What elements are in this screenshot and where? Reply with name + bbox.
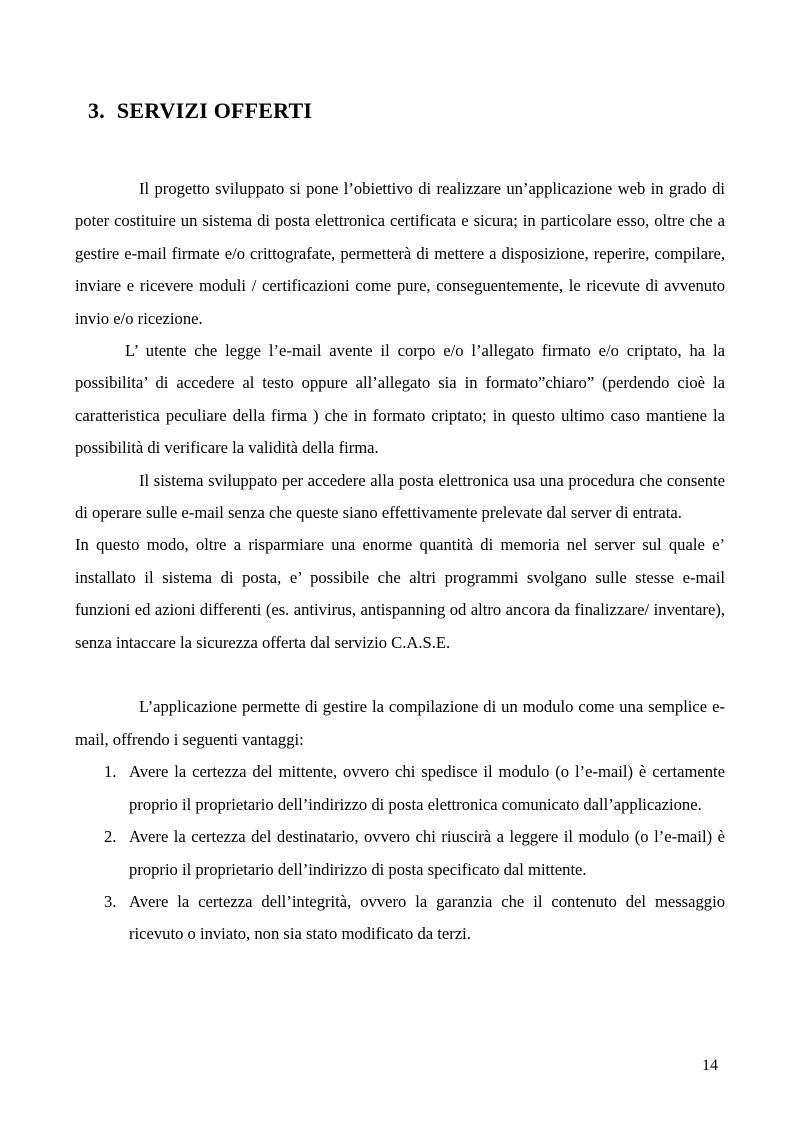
list-item-number: 2. [104,827,117,847]
list-item-number: 1. [104,762,117,782]
paragraph-intro: Il progetto sviluppato si pone l’obiettivo di realizzare un’applicazione web in grado di poter costituire un sistema di posta elettronica certificata e sicura; in particolare esso, oltre che a gestire e-mail firmate e/o crittografate, permetterà di mettere a disposizione, reperire, compilare, inviare e ricevere moduli / certificazioni come pure, conseguentemente, le ricevute di avvenuto invio e/o ricezione. [75,179,725,328]
paragraph-user-access: L’ utente che legge l’e-mail avente il corpo e/o l’allegato firmato e/o criptato, ha la possibilita’ di accedere al testo oppure all’allegato sia in formato”chiaro” (perdendo cioè la caratteristica peculiare della firma ) che in formato criptato; in questo ultimo caso mantiene la possibilità di verificare la validità della firma. [75,341,725,458]
section-heading [88,98,312,124]
paragraph-system-procedure: Il sistema sviluppato per accedere alla posta elettronica usa una procedura che consente di operare sulle e-mail senza che queste siano effettivamente prelevate dal server di entrata. [75,470,725,523]
page-number: 14 [702,1057,718,1074]
list-item-text: Avere la certezza dell’integrità, ovvero la garanzia che il contenuto del messaggio ricevuto o inviato, non sia stato modificato da terzi. [129,891,725,944]
section-number: 3. [88,98,105,123]
body-text [75,173,725,951]
list-item-text: Avere la certezza del destinatario, ovvero chi riuscirà a leggere il modulo (o l’e-mail) è proprio il proprietario dell’indirizzo di posta specificato dal mittente. [129,827,725,879]
paragraph-memory-saving: In questo modo, oltre a risparmiare una enorme quantità di memoria nel server sul quale e’ installato il sistema di posta, e’ possibile che altri programmi svolgano sulle stesse e-mail funzioni ed azioni differenti (es. antivirus, antispanning od altro ancora da finalizzare/ inventare), senza intaccare la sicurezza offerta dal servizio C.A.S.E. [75,535,725,652]
list-item-text: Avere la certezza del mittente, ovvero chi spedisce il modulo (o l’e-mail) è certamente proprio il proprietario dell’indirizzo di posta elettronica comunicato dall’applicazione. [129,762,725,814]
paragraph-advantages-intro: L’applicazione permette di gestire la compilazione di un modulo come una semplice e-mail, offrendo i seguenti vantaggi: [75,697,725,749]
list-item [75,886,725,951]
paragraph-spacer [75,659,725,691]
section-title: SERVIZI OFFERTI [116,98,313,123]
list-item [75,756,725,821]
advantages-list [75,756,725,950]
list-item [75,821,725,886]
list-item-number: 3. [104,891,117,911]
